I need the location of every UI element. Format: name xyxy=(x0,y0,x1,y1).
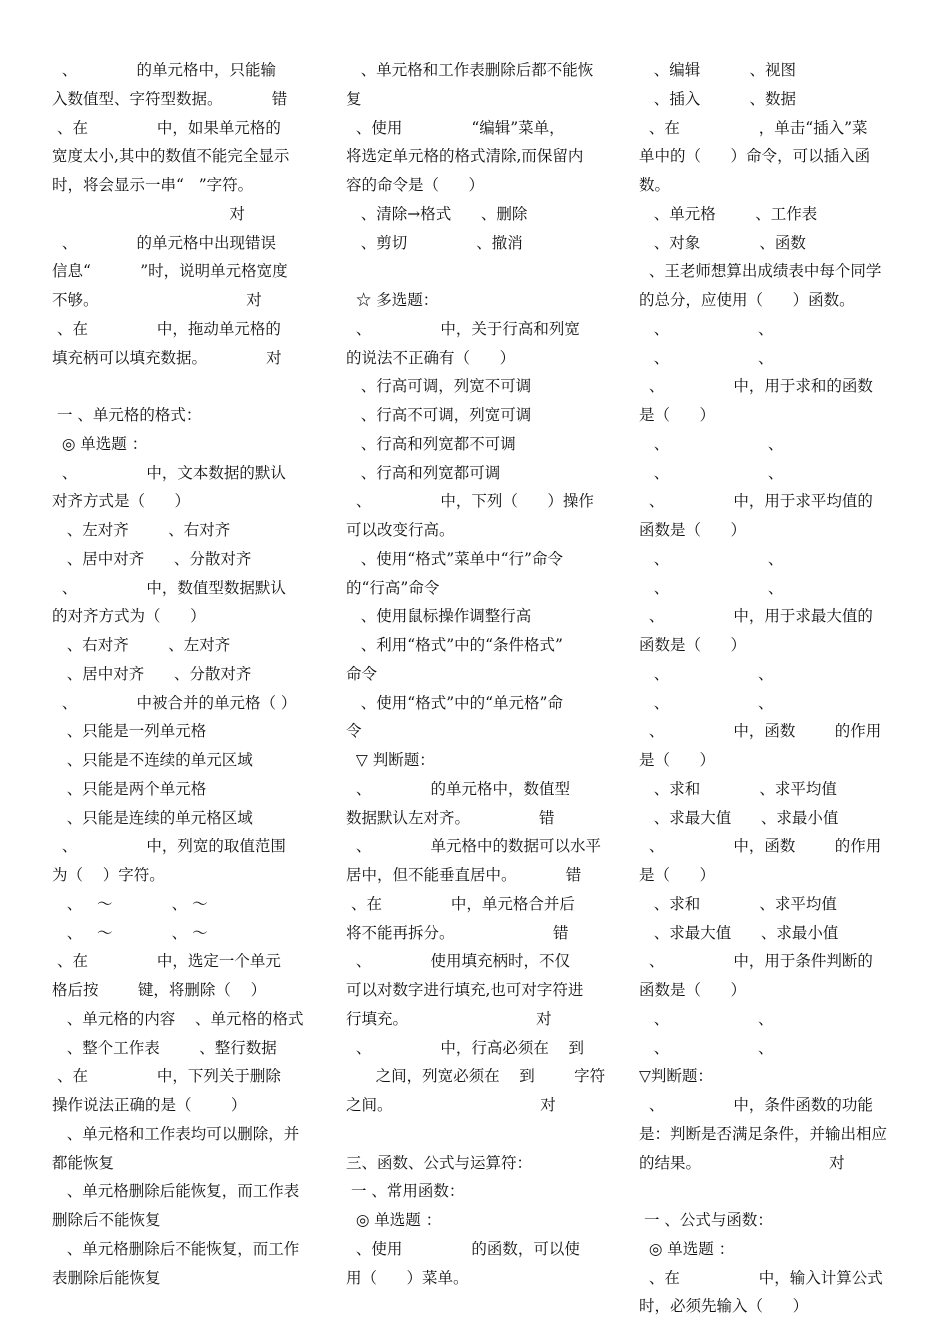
text-line: 、整个工作表 、整行数据 xyxy=(52,1038,277,1057)
text-line: 函数是（ ） xyxy=(639,521,747,539)
text-line: 的说法不正确有（ ） xyxy=(346,348,516,367)
text-line: 、 、 xyxy=(639,1038,774,1057)
text-line: 操作说法正确的是（ ） xyxy=(52,1096,247,1114)
text-line: 、居中对齐 、分散对齐 xyxy=(52,549,252,568)
text-line: 、 中，数值型数据默认 xyxy=(52,578,286,597)
text-line: 、 中，文本数据的默认 xyxy=(52,463,286,482)
text-line: ◎ 单选题 ： xyxy=(52,434,148,453)
text-line: 、行高和列宽都可调 xyxy=(346,463,501,482)
text-line: 、 、 xyxy=(639,693,774,712)
text-line: 、行高不可调，列宽可调 xyxy=(346,406,532,424)
text-line: 、 中，行高必须在 到 xyxy=(346,1038,585,1057)
text-line: 、 ～ 、 ～ xyxy=(52,923,208,942)
text-line: 、 中被合并的单元格（ ） xyxy=(52,693,297,712)
text-line: 、 、 xyxy=(639,578,784,597)
text-line: 宽度太小,其中的数值不能完全显示 xyxy=(52,147,290,166)
text-line: 为（ ）字符。 xyxy=(52,866,165,884)
text-line: 、单元格删除后能恢复，而工作表 xyxy=(52,1182,300,1201)
text-column-right xyxy=(639,56,901,1321)
text-line: ▽ 判断题： xyxy=(346,751,435,769)
text-line: 的对齐方式为（ ） xyxy=(52,607,206,626)
text-line: 、 中，关于行高和列宽 xyxy=(346,319,580,338)
text-line: 不够。 对 xyxy=(52,291,262,309)
text-line: 是（ ） xyxy=(639,866,716,884)
text-line: 、行高可调，列宽不可调 xyxy=(346,377,532,396)
text-line: 、 、 xyxy=(639,1009,774,1028)
text-line xyxy=(346,1120,608,1149)
text-line: 复 xyxy=(346,89,362,108)
text-line: 、 、 xyxy=(639,319,774,338)
text-line: 、行高和列宽都不可调 xyxy=(346,434,516,453)
text-line: 令 xyxy=(346,722,362,741)
text-line: 、求和 、求平均值 xyxy=(639,894,837,913)
text-line: 、 中，下列（ ）操作 xyxy=(346,492,594,511)
text-line: 、求和 、求平均值 xyxy=(639,779,837,798)
text-line: 、 的单元格中，只能输 xyxy=(52,61,276,79)
text-line: 、 中，函数 的作用 xyxy=(639,722,882,741)
text-line: 可以改变行高。 xyxy=(346,521,455,539)
text-line: 之间。 对 xyxy=(346,1096,556,1114)
text-line: 、利用“格式”中的“条件格式” xyxy=(346,636,563,654)
text-line: 、在 中，如果单元格的 xyxy=(52,118,281,137)
text-line: 函数是（ ） xyxy=(639,636,747,654)
text-line: 、 、 xyxy=(639,549,784,568)
text-line: 、在 中，选定一个单元 xyxy=(52,952,281,971)
text-line: 表删除后能恢复 xyxy=(52,1268,161,1287)
text-line: 、在 中，拖动单元格的 xyxy=(52,319,281,338)
text-line: 、单元格 、工作表 xyxy=(639,204,818,223)
text-line: 、 ～ 、 ～ xyxy=(52,894,208,913)
text-line: 对 xyxy=(52,204,245,223)
text-line: 、 中，用于条件判断的 xyxy=(639,952,873,971)
text-line: 、使用 “编辑”菜单， xyxy=(346,118,565,137)
text-line: 、剪切 、撤消 xyxy=(346,233,523,252)
text-line: 、求最大值 、求最小值 xyxy=(639,923,839,942)
text-line: ▽判断题： xyxy=(639,1067,713,1086)
text-line: 、使用“格式”中的“单元格”命 xyxy=(346,693,563,712)
text-line: 、只能是一列单元格 xyxy=(52,722,207,741)
text-line: 对齐方式是（ ） xyxy=(52,492,191,511)
text-line: 填充柄可以填充数据。 对 xyxy=(52,348,282,367)
text-line: 、 中，列宽的取值范围 xyxy=(52,837,286,856)
text-line: 一 、公式与函数： xyxy=(639,1211,773,1229)
text-line: 、 的单元格中，数值型 xyxy=(346,779,570,798)
text-line: 都能恢复 xyxy=(52,1153,115,1172)
text-line: 单中的（ ）命令，可以插入函数。 xyxy=(639,147,871,194)
text-line: 容的命令是（ ） xyxy=(346,176,485,194)
text-line xyxy=(52,372,314,401)
text-line xyxy=(346,257,608,286)
text-line: 是：判断是否满足条件，并输出相应 xyxy=(639,1124,888,1143)
text-line: 数据默认左对齐。 错 xyxy=(346,808,555,827)
text-line: 、只能是不连续的单元区域 xyxy=(52,751,253,769)
text-column-left xyxy=(52,56,314,1292)
text-line: 、在 ，单击“插入”菜 xyxy=(639,118,868,137)
text-line: 、单元格的内容 、单元格的格式 xyxy=(52,1009,304,1028)
text-line: 、 中，用于求和的函数 xyxy=(639,377,873,396)
text-line: 之间，列宽必须在 到 字符 xyxy=(346,1067,606,1086)
text-line: 、单元格和工作表删除后都不能恢 xyxy=(346,61,594,79)
text-line: 、 、 xyxy=(639,348,774,367)
text-line: 、居中对齐 、分散对齐 xyxy=(52,664,252,683)
text-line: 、编辑 、视图 xyxy=(639,61,797,79)
text-line: 、王老师想算出成绩表中每个同学 xyxy=(639,262,882,281)
text-line: 、 、 xyxy=(639,664,774,683)
text-line: 、在 中，下列关于删除 xyxy=(52,1067,281,1086)
text-line: 可以对数字进行填充,也可对字符进 xyxy=(346,981,584,999)
text-line xyxy=(639,1177,901,1206)
text-line: 命令 xyxy=(346,664,378,683)
text-line: 删除后不能恢复 xyxy=(52,1211,161,1229)
text-line: 函数是（ ） xyxy=(639,981,747,999)
text-line: 将选定单元格的格式清除,而保留内 xyxy=(346,147,584,166)
text-line: 的“行高”命令 xyxy=(346,578,440,597)
text-line: 、 中，用于求最大值的 xyxy=(639,607,873,626)
text-line: 用（ ）菜单。 xyxy=(346,1268,469,1287)
text-line: 、左对齐 、右对齐 xyxy=(52,521,231,539)
text-line: 、 、 xyxy=(639,434,784,453)
text-line: 时，将会显示一串“ ”字符。 xyxy=(52,176,254,194)
text-line: 居中，但不能垂直居中。 错 xyxy=(346,866,582,884)
text-line: 、 的单元格中出现错误 xyxy=(52,233,276,252)
text-line: 时，必须先输入（ ） xyxy=(639,1297,809,1316)
text-line: 三、函数、公式与运算符： xyxy=(346,1153,533,1172)
text-line: 、使用鼠标操作调整行高 xyxy=(346,607,532,626)
text-line: 格后按 键，将删除（ ） xyxy=(52,981,267,999)
text-line: ◎ 单选题 ： xyxy=(346,1211,442,1229)
text-line: 的总分，应使用（ ）函数。 xyxy=(639,291,855,309)
text-line: 信息“ ”时，说明单元格宽度 xyxy=(52,262,288,281)
text-line: 、 、 xyxy=(639,463,784,482)
text-line: 、清除→格式 、删除 xyxy=(346,204,528,223)
text-line: 、使用“格式”菜单中“行”命令 xyxy=(346,549,563,568)
text-line: ☆ 多选题： xyxy=(346,291,439,309)
text-line: 行填充。 对 xyxy=(346,1009,552,1028)
text-line: 、求最大值 、求最小值 xyxy=(639,808,839,827)
text-line: 、右对齐 、左对齐 xyxy=(52,636,231,654)
text-line: 、 单元格中的数据可以水平 xyxy=(346,837,601,856)
text-line: 一 、单元格的格式： xyxy=(52,406,202,424)
text-line: 的结果。 对 xyxy=(639,1153,845,1172)
text-line: 将不能再拆分。 错 xyxy=(346,923,569,942)
text-line: 、在 中，单元格合并后 xyxy=(346,894,575,913)
text-line: ◎ 单选题 ： xyxy=(639,1239,735,1258)
text-line: 是（ ） xyxy=(639,406,716,424)
text-line: 、单元格删除后不能恢复，而工作 xyxy=(52,1239,300,1258)
text-line: 、使用 的函数，可以使 xyxy=(346,1239,580,1258)
text-line: 一 、常用函数： xyxy=(346,1182,465,1201)
text-line: 、 中，条件函数的功能 xyxy=(639,1096,873,1114)
text-line: 、只能是两个单元格 xyxy=(52,779,207,798)
text-line: 、 中，函数 的作用 xyxy=(639,837,882,856)
text-line: 、在 中，输入计算公式 xyxy=(639,1268,883,1287)
text-line: 是（ ） xyxy=(639,751,716,769)
text-line: 、 中，用于求平均值的 xyxy=(639,492,873,511)
text-line: 、只能是连续的单元格区域 xyxy=(52,808,253,827)
text-line: 、单元格和工作表均可以删除，并 xyxy=(52,1124,300,1143)
text-column-middle xyxy=(346,56,608,1292)
text-line: 、对象 、函数 xyxy=(639,233,806,252)
text-line: 、插入 、数据 xyxy=(639,89,797,108)
text-line: 入数值型、字符型数据。 错 xyxy=(52,89,288,108)
text-line: 、 使用填充柄时，不仅 xyxy=(346,952,570,971)
